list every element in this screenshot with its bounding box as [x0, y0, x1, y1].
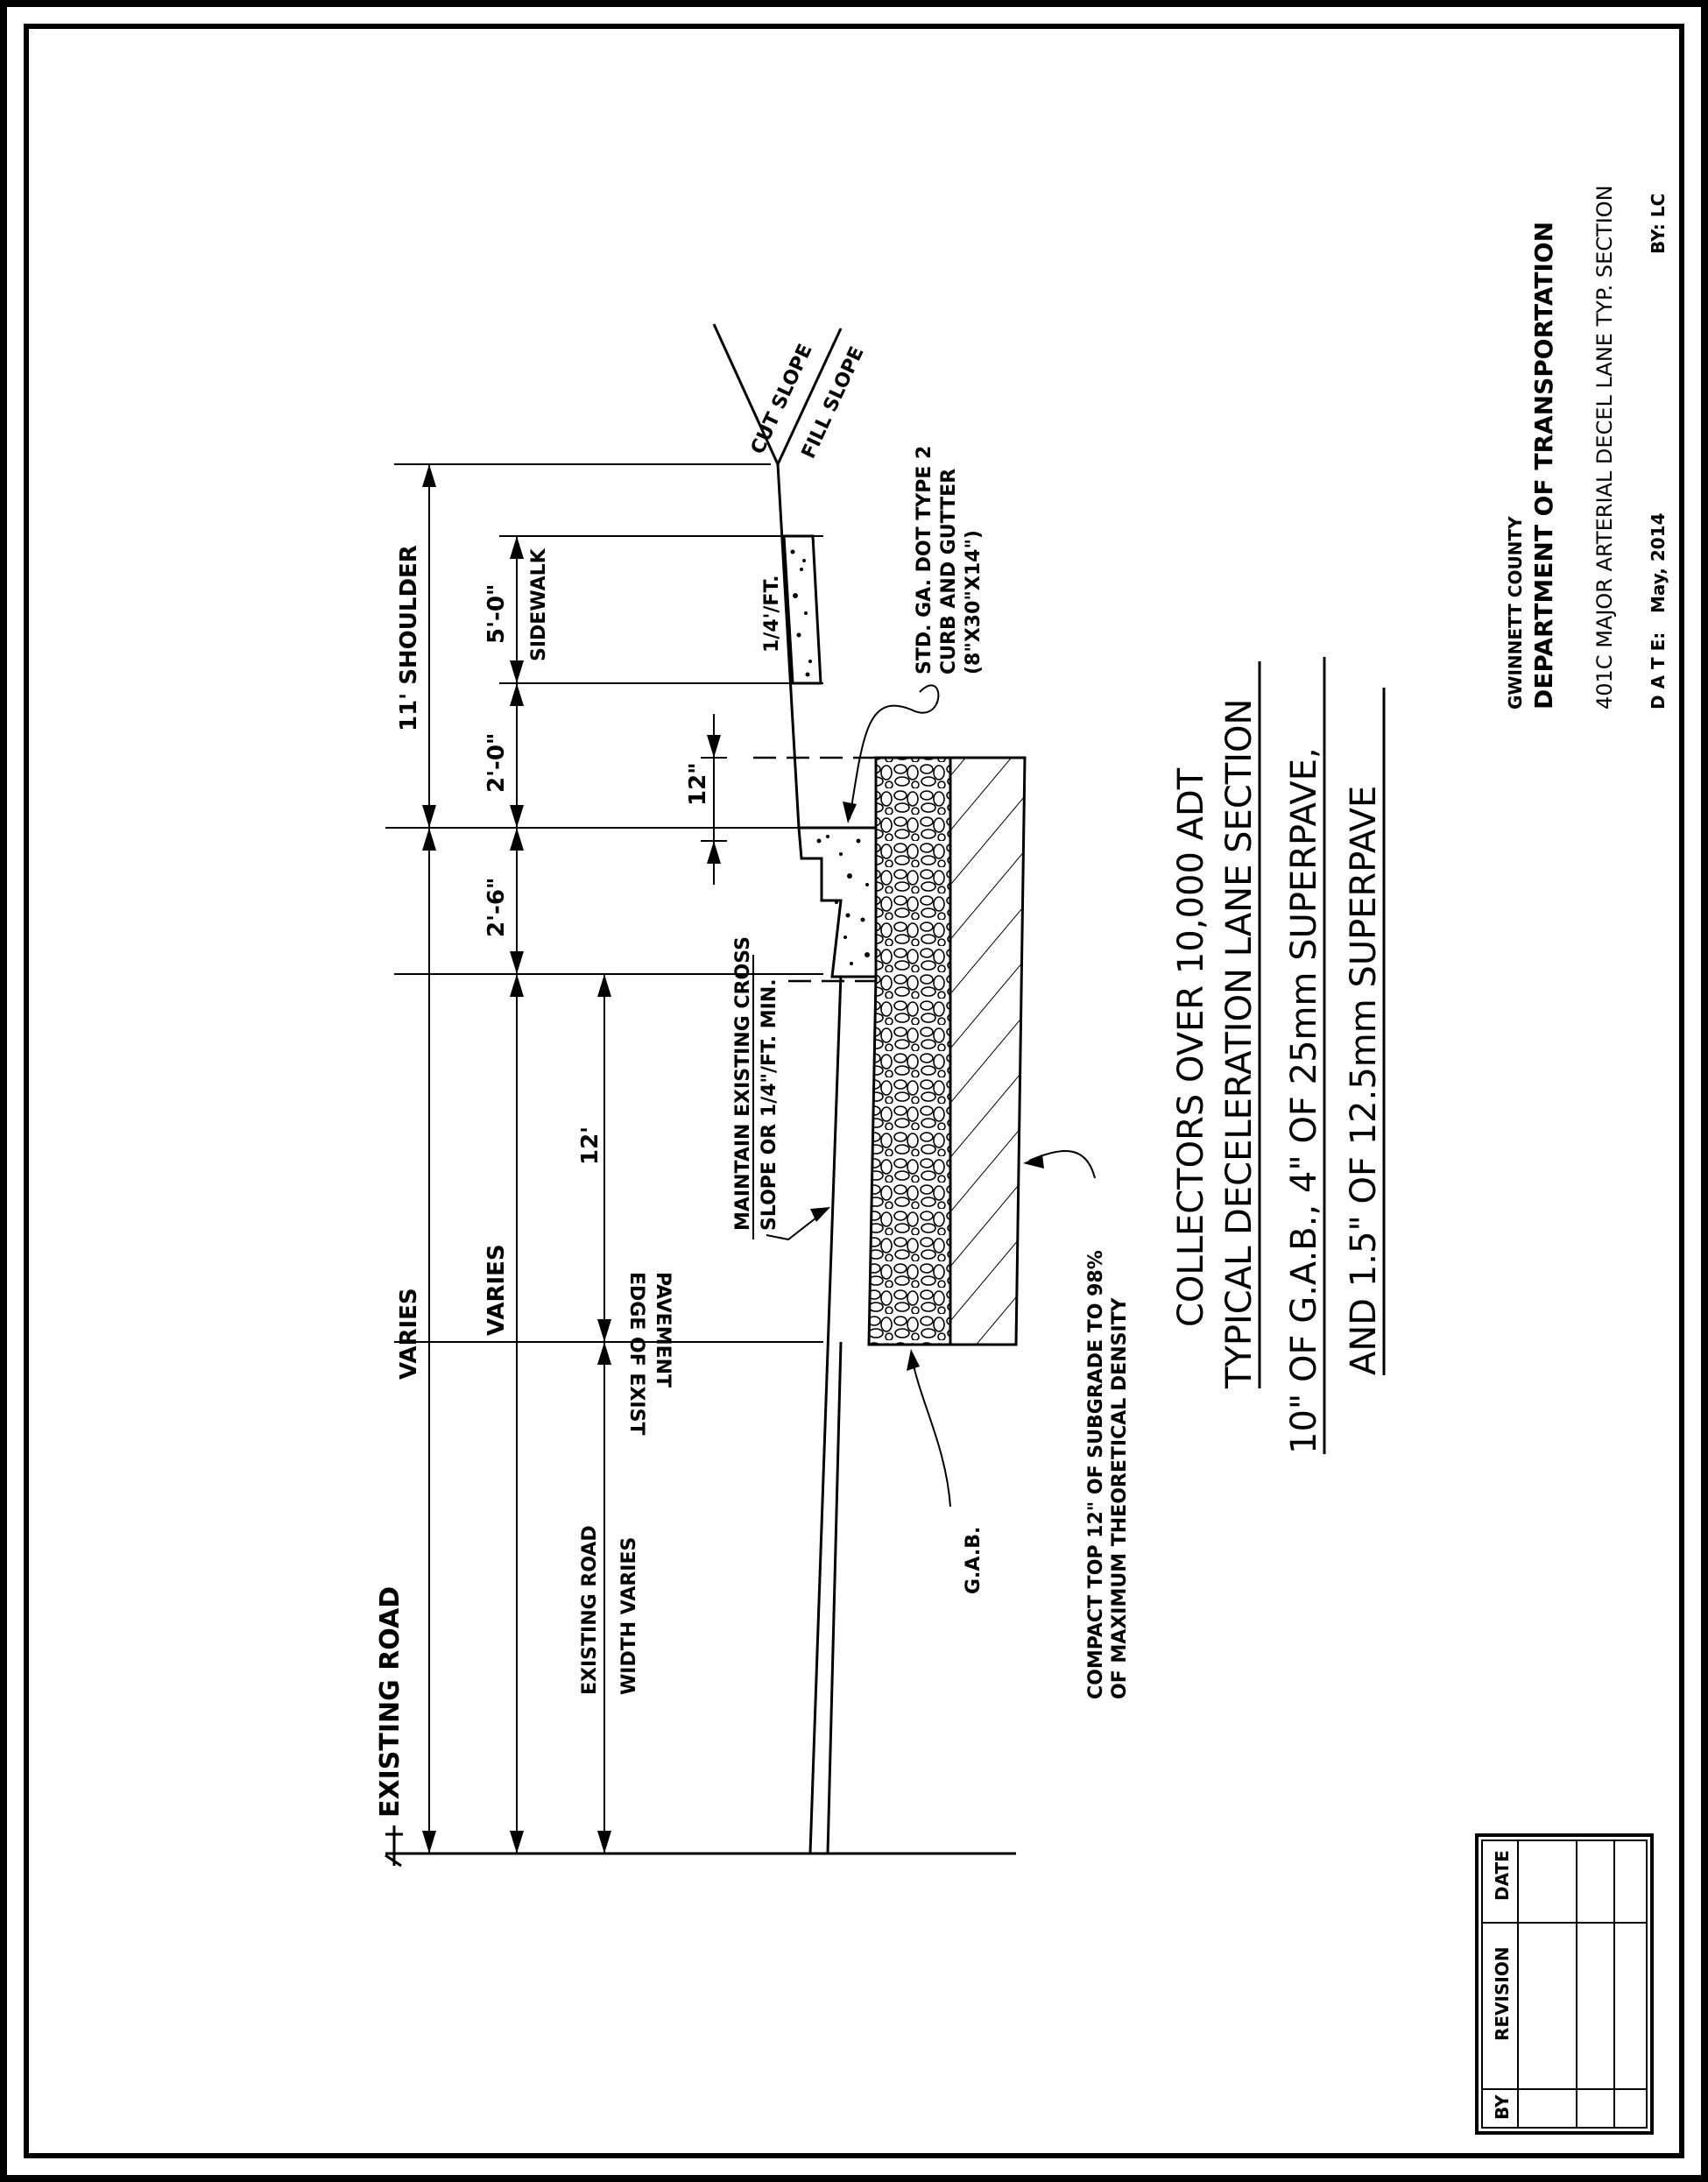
- revision-header-date: DATE: [1492, 1850, 1513, 1901]
- curb-and-gutter: [799, 828, 876, 977]
- revision-header-by: BY: [1492, 2094, 1513, 2120]
- edge-pavement-label-1: EDGE OF EXIST: [625, 1272, 647, 1436]
- width-varies-label: WIDTH VARIES: [618, 1536, 640, 1695]
- cut-slope-label: CUT SLOPE: [746, 341, 817, 458]
- revision-header-revision: REVISION: [1492, 1946, 1513, 2041]
- gab-layer: [869, 758, 950, 1345]
- curb-width-label: 2'-6": [483, 877, 510, 937]
- revision-table: [1477, 1835, 1652, 2133]
- department-name: DEPARTMENT OF TRANSPORTATION: [1529, 221, 1558, 710]
- curb-callout-3: (8"X30"X14"): [963, 530, 985, 674]
- varies-outer-label: VARIES: [396, 1288, 422, 1380]
- inner-border: [26, 26, 1682, 2156]
- existing-road-label: EXISTING ROAD: [579, 1525, 601, 1695]
- fill-slope-label: FILL SLOPE: [797, 343, 869, 463]
- date-label: D A T E:: [1648, 632, 1669, 710]
- curb-callout-2: CURB AND GUTTER: [938, 468, 960, 674]
- subgrade-layer: [950, 758, 1025, 1345]
- title-line-4: AND 1.5" OF 12.5mm SUPERPAVE: [1344, 785, 1384, 1375]
- varies-inner-label: VARIES: [483, 1244, 510, 1336]
- county-name: GWINNETT COUNTY: [1505, 516, 1526, 710]
- sidewalk-label: SIDEWALK: [528, 548, 550, 661]
- compact-label-2: OF MAXIMUM THEORETICAL DENSITY: [1109, 1297, 1131, 1699]
- title-block: [1505, 185, 1669, 710]
- centerline-symbol-icon: [385, 1825, 403, 1866]
- cross-slope-label-1: MAINTAIN EXISTING CROSS: [732, 936, 754, 1231]
- edge-pavement-label-2: PAVEMENT: [652, 1272, 674, 1388]
- sidewalk-width-label: 5'-0": [483, 583, 510, 644]
- by-label: BY: LC: [1648, 193, 1669, 254]
- title-line-1: COLLECTORS OVER 10,000 ADT: [1171, 767, 1211, 1327]
- drawing-title: 401C MAJOR ARTERIAL DECEL LANE TYP. SECTION: [1592, 185, 1617, 710]
- depth-12in-label: 12": [685, 762, 711, 806]
- curb-callout-1: STD. GA. DOT TYPE 2: [914, 445, 935, 674]
- lane-width-label: 12': [577, 1126, 603, 1165]
- gab-label: G.A.B.: [963, 1526, 985, 1594]
- title-text: [1171, 657, 1384, 1454]
- shoulder-slope-label: 1/4'/FT.: [761, 575, 783, 653]
- date-value: May, 2014: [1648, 512, 1669, 613]
- cross-slope-label-2: SLOPE OR 1/4"/FT. MIN.: [759, 978, 780, 1231]
- title-line-2: TYPICAL DECELERATION LANE SECTION: [1219, 698, 1260, 1388]
- grass-strip-label: 2'-0": [483, 732, 510, 793]
- compact-label-1: COMPACT TOP 12" OF SUBGRADE TO 98%: [1085, 1250, 1107, 1699]
- centerline-label: EXISTING ROAD: [375, 1585, 406, 1818]
- shoulder-label: 11' SHOULDER: [396, 545, 422, 731]
- title-line-3: 10" OF G.A.B., 4" OF 25mm SUPERPAVE,: [1284, 747, 1324, 1454]
